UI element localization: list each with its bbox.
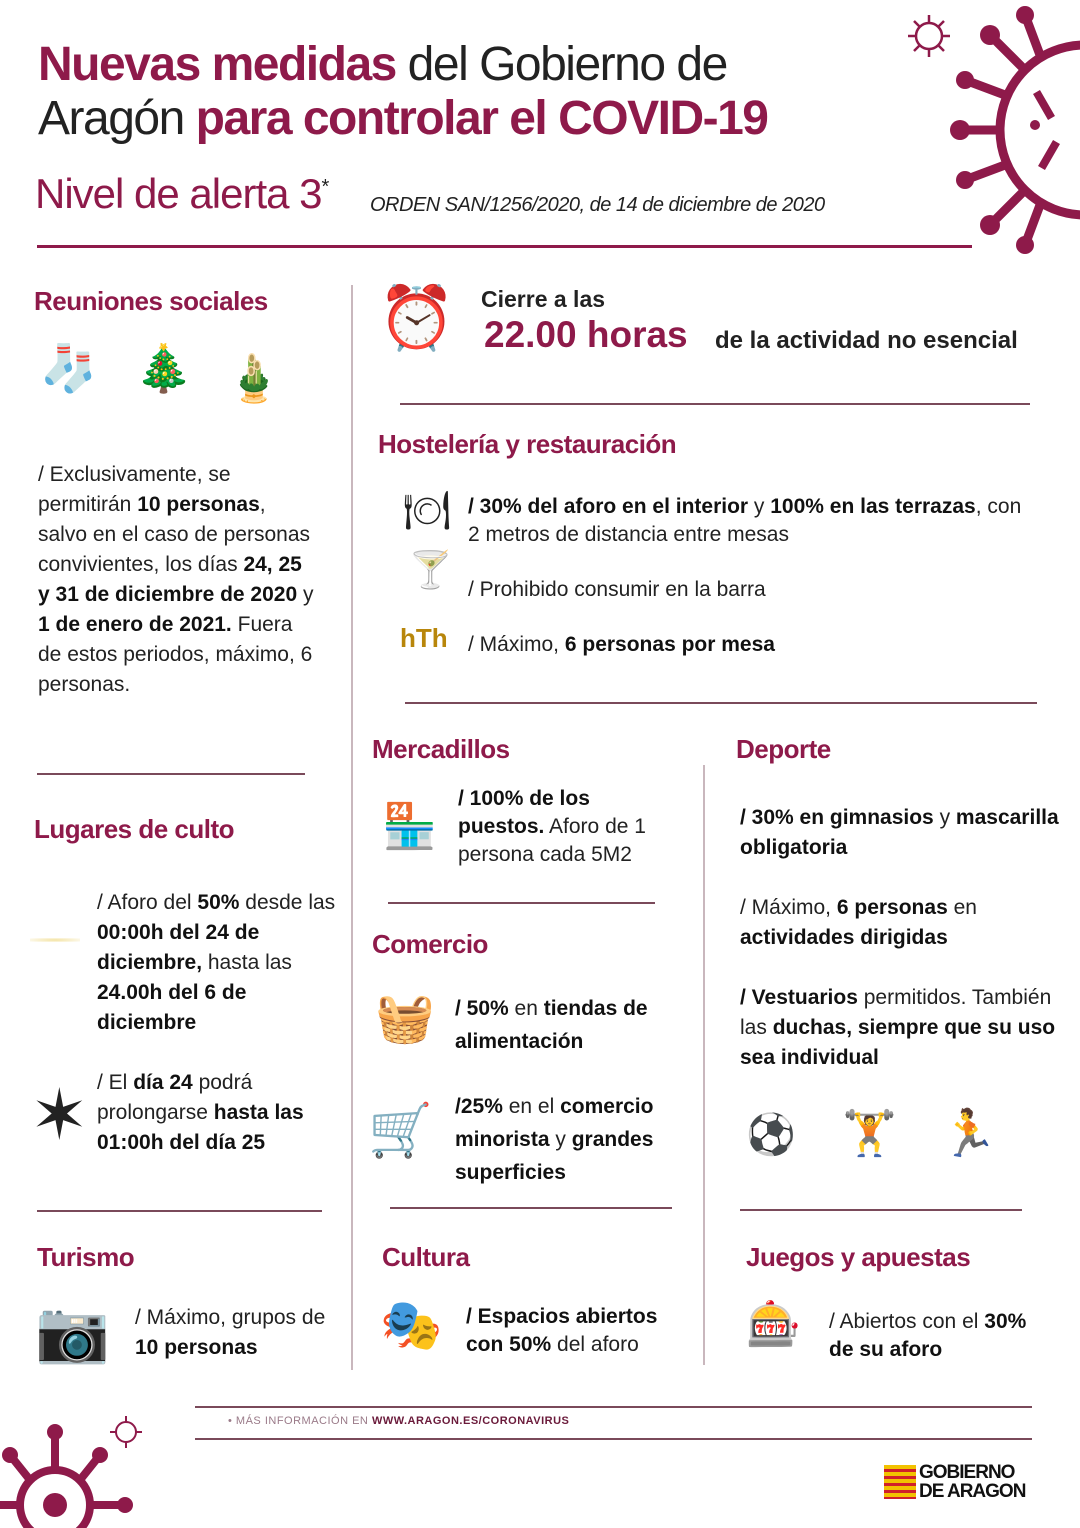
text-segment: y [297, 583, 314, 606]
text-segment: del Gobierno de [395, 38, 727, 91]
text-segment: / 30% en gimnasios [740, 806, 934, 829]
text-segment: / Abiertos con el [829, 1310, 985, 1333]
bullet: • [228, 1415, 236, 1427]
text-segment: 50% [197, 891, 240, 914]
juegos-text [829, 1308, 1049, 1364]
text-segment: / Máximo, [468, 633, 565, 656]
culto-item-1 [97, 888, 347, 1038]
divider [390, 1207, 672, 1209]
text-segment: duchas, siempre que su uso sea individual [740, 1016, 1056, 1069]
aragon-flag-icon [884, 1465, 916, 1499]
turismo-title: Turismo [37, 1242, 135, 1272]
text-segment: 6 personas por mesa [564, 633, 775, 656]
hosteleria-item-1 [468, 493, 1038, 549]
divider [37, 1210, 322, 1212]
more-info-link[interactable]: WWW.ARAGON.ES/CORONAVIRUS [371, 1415, 570, 1427]
footer-divider-bottom [195, 1438, 1032, 1440]
text-segment: 10 personas [137, 493, 260, 516]
logo-line-2: DE ARAGON [919, 1481, 1026, 1502]
cierre-time: 22.00 horas [484, 314, 688, 355]
culto-item-2 [97, 1068, 337, 1158]
runner-icon: 🏃 [940, 1107, 998, 1159]
hosteleria-item-3 [468, 630, 775, 660]
juegos-title: Juegos y apuestas [746, 1242, 971, 1272]
gobierno-logo [919, 1463, 1025, 1501]
text-segment: día 24 [133, 1071, 193, 1094]
cultura-title: Cultura [382, 1242, 470, 1272]
text-segment: / El [97, 1071, 134, 1094]
comercio-title: Comercio [372, 929, 488, 959]
column-divider-right [703, 765, 705, 1365]
text-segment: podrá prolongarse [97, 1071, 253, 1124]
title-line-2 [38, 92, 767, 146]
text-segment: del aforo [551, 1333, 639, 1356]
text-segment: 6 personas [836, 896, 948, 919]
divider [405, 702, 1037, 704]
star-icon: ✶ [30, 1076, 89, 1154]
text-segment: hasta las [202, 951, 292, 974]
text-segment: tiendas de alimentación [455, 997, 648, 1053]
text-segment: hasta las 01:00h del día 25 [97, 1101, 304, 1154]
cultura-text [466, 1303, 696, 1359]
text-segment: / 100% de los puestos. [458, 787, 590, 838]
alert-level [35, 170, 328, 218]
column-divider-left [351, 285, 353, 1370]
text-segment: , salvo en el caso de personas convivientes, los días [38, 493, 311, 576]
theater-masks-icon: 🎭 [380, 1297, 443, 1353]
casino-chips-icon: 🎰 [746, 1300, 801, 1349]
text-segment: comercio minorista [455, 1095, 654, 1151]
text-segment: permitidos. También las [740, 986, 1052, 1039]
text-segment: / Máximo, grupos de [135, 1306, 326, 1329]
ornaments-icon: 🎍 [225, 352, 283, 404]
text-segment: 100% en las terrazas [770, 495, 976, 518]
market-stall-icon: 🏪 [382, 802, 437, 851]
deporte-item-1 [740, 803, 1060, 863]
reuniones-text [38, 460, 318, 700]
christmas-tree-icon: 🎄 [135, 342, 193, 394]
text-segment: / Aforo del [97, 891, 198, 914]
turismo-text [135, 1303, 335, 1363]
hosteleria-item-2 [468, 575, 766, 605]
text-segment: / Vestuarios [740, 986, 858, 1009]
sparkle-icon [30, 938, 80, 942]
alert-asterisk: * [321, 176, 329, 198]
text-segment: Nuevas medidas [38, 38, 396, 91]
text-segment: Aragón [38, 92, 196, 145]
text-segment: / Máximo, [740, 896, 837, 919]
divider [400, 403, 1030, 405]
text-segment: y [748, 495, 771, 518]
text-segment: 1 de enero de 2021. [38, 613, 232, 636]
deporte-item-3 [740, 983, 1070, 1073]
header-divider [37, 245, 972, 248]
alert-level-text: Nivel de alerta 3 [35, 170, 322, 217]
text-segment: , con 2 metros de distancia entre mesas [468, 495, 1022, 546]
virus-icon-large [945, 0, 1080, 260]
text-segment: 24.00h del 6 de diciembre [97, 981, 247, 1034]
divider [740, 1209, 1022, 1211]
text-segment: en el [502, 1095, 561, 1118]
virus-icon-bottom [0, 1410, 150, 1528]
table-chairs-icon: hTh [400, 623, 448, 653]
text-segment: / Prohibido consumir en la barra [468, 578, 766, 601]
text-segment: / 30% del aforo en el interior [468, 495, 749, 518]
reuniones-title: Reuniones sociales [34, 286, 268, 316]
text-segment: desde las [239, 891, 336, 914]
grocery-basket-icon: 🧺 [375, 992, 435, 1045]
text-segment: y [549, 1128, 572, 1151]
text-segment: grandes superficies [455, 1128, 654, 1184]
order-reference: ORDEN SAN/1256/2020, de 14 de diciembre de 2020 [370, 194, 825, 216]
weightlifting-icon: 🏋 [842, 1109, 897, 1158]
cierre-rest: de la actividad no esencial [715, 327, 1018, 354]
text-segment: 24, 25 y 31 de diciembre de 2020 [38, 553, 302, 606]
text-segment: en [508, 997, 544, 1020]
mercadillos-text [458, 785, 678, 869]
text-segment: / Exclusivamente, se permitirán [38, 463, 231, 516]
camera-icon: 📷 [35, 1298, 110, 1365]
divider [37, 773, 305, 775]
comercio-item-1 [455, 992, 695, 1058]
hosteleria-title: Hostelería y restauración [378, 429, 677, 459]
divider [388, 902, 655, 904]
text-segment: 30% de su aforo [829, 1310, 1027, 1361]
soccer-ball-icon: ⚽ [746, 1113, 796, 1157]
text-segment: y [933, 806, 956, 829]
deporte-title: Deporte [736, 734, 831, 764]
alarm-clock-icon: ⏰ [378, 284, 456, 353]
mercadillos-title: Mercadillos [372, 734, 510, 764]
more-info [228, 1415, 569, 1427]
text-segment: /25% [455, 1095, 503, 1118]
text-segment: / Espacios abiertos con 50% [466, 1305, 658, 1356]
page-title [38, 38, 767, 146]
more-info-prefix: MÁS INFORMACIÓN EN [235, 1415, 372, 1427]
footer-divider-top [195, 1406, 1032, 1408]
virus-icon-small [905, 12, 953, 60]
title-line-1 [38, 38, 767, 92]
text-segment: para controlar el COVID-19 [195, 92, 768, 145]
text-segment: en [947, 896, 977, 919]
culto-title: Lugares de culto [34, 814, 235, 844]
stocking-icon: 🧦 [40, 342, 98, 394]
text-segment: actividades dirigidas [740, 926, 948, 949]
text-segment: mascarilla obligatoria [740, 806, 1059, 859]
deporte-item-2 [740, 893, 1060, 953]
text-segment: Fuera de estos periodos, máximo, 6 personas. [38, 613, 313, 696]
serving-dish-icon: 🍽 [403, 490, 452, 532]
logo-line-1: GOBIERNO [919, 1462, 1015, 1483]
shopping-cart-icon: 🛒 [368, 1102, 433, 1160]
text-segment: 00:00h del 24 de diciembre, [97, 921, 260, 974]
cierre-line1: Cierre a las [481, 286, 606, 312]
text-segment: / 50% [455, 997, 509, 1020]
comercio-item-2 [455, 1090, 695, 1189]
text-segment: 10 personas [135, 1336, 258, 1359]
cocktail-icon: 🍸 [408, 549, 453, 590]
text-segment: Aforo de 1 persona cada 5M2 [458, 815, 646, 866]
